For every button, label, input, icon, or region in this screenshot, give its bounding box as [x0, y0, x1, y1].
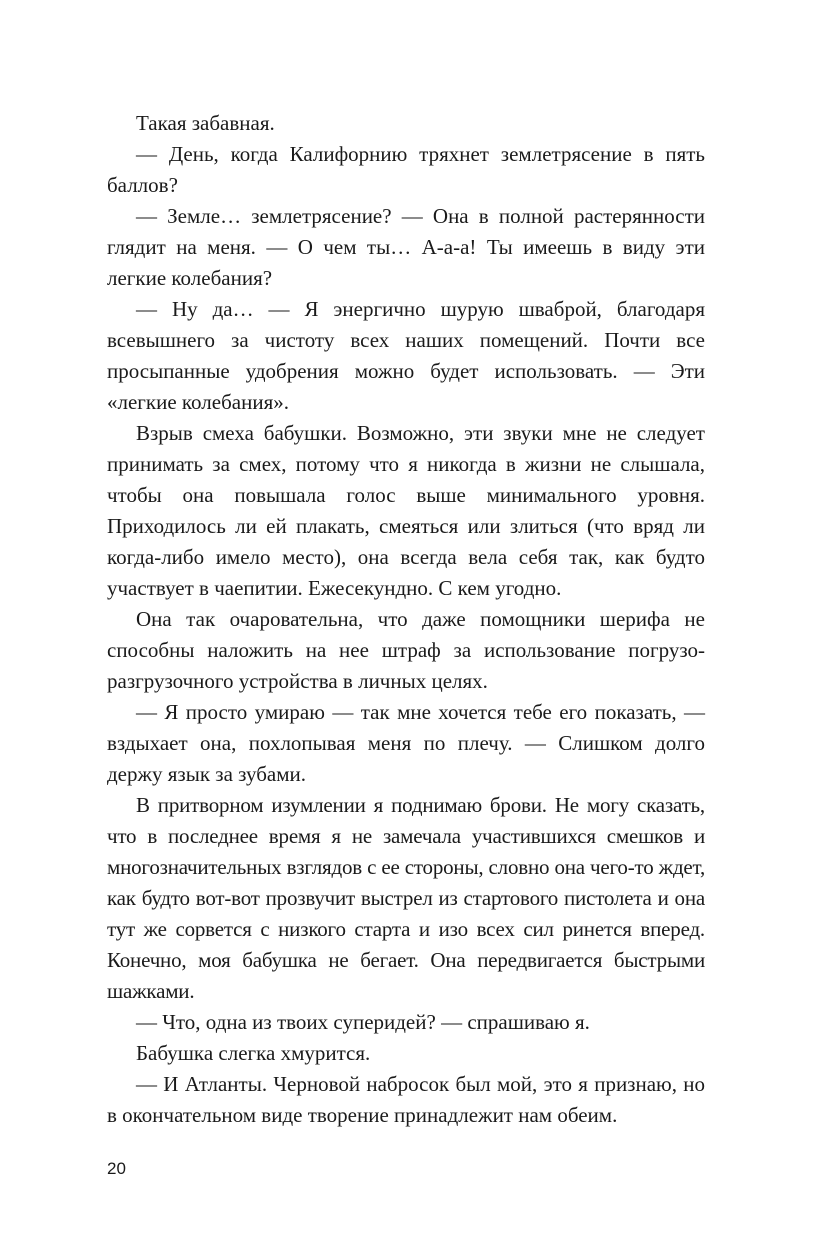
paragraph: — И Атланты. Черновой набросок был мой, это я признаю, но в окончательном виде творение принадлежит нам обеим.	[107, 1072, 705, 1127]
paragraph: Такая забавная.	[136, 111, 275, 135]
paragraph: — Что, одна из твоих суперидей? — спрашиваю я.	[136, 1010, 590, 1034]
paragraph: Она так очаровательна, что даже помощники шерифа не способны наложить на нее штраф за использование погрузо-разгрузочного устройства в личных целях.	[107, 607, 705, 693]
paragraph: — Земле… землетрясение? — Она в полной растерянности глядит на меня. — О чем ты… А-а-а! Ты имеешь в виду эти легкие колебания?	[107, 204, 705, 290]
page-number: 20	[107, 1159, 126, 1178]
paragraph: В притворном изумлении я поднимаю брови. Не могу сказать, что в последнее время я не замечала участившихся смешков и многозначительных взглядов с ее стороны, словно она чего-то ждет, как будто вот-вот прозвучит выстрел из стартового пистолета и она тут же сорвется с низкого старта и изо всех сил ринется вперед. Конечно, моя бабушка не бегает. Она передвигается быстрыми шажками.	[107, 793, 705, 1003]
body-text	[107, 108, 705, 1131]
paragraph: — Ну да… — Я энергично шурую шваброй, благодаря всевышнего за чистоту всех наших помещений. Почти все просыпанные удобрения можно будет использовать. — Эти «легкие колебания».	[107, 297, 705, 414]
paragraph: Бабушка слегка хмурится.	[136, 1041, 371, 1065]
paragraph: Взрыв смеха бабушки. Возможно, эти звуки мне не следует принимать за смех, потому что я никогда в жизни не слышала, чтобы она повышала голос выше минимального уровня. Приходилось ли ей плакать, смеяться или злиться (что вряд ли когда-либо имело место), она всегда вела себя так, как будто участвует в чаепитии. Ежесекундно. С кем угодно.	[107, 421, 705, 600]
paragraph: — Я просто умираю — так мне хочется тебе его показать, — вздыхает она, похлопывая меня по плечу. — Слишком долго держу язык за зубами.	[107, 700, 705, 786]
paragraph: — День, когда Калифорнию тряхнет землетрясение в пять баллов?	[107, 142, 705, 197]
